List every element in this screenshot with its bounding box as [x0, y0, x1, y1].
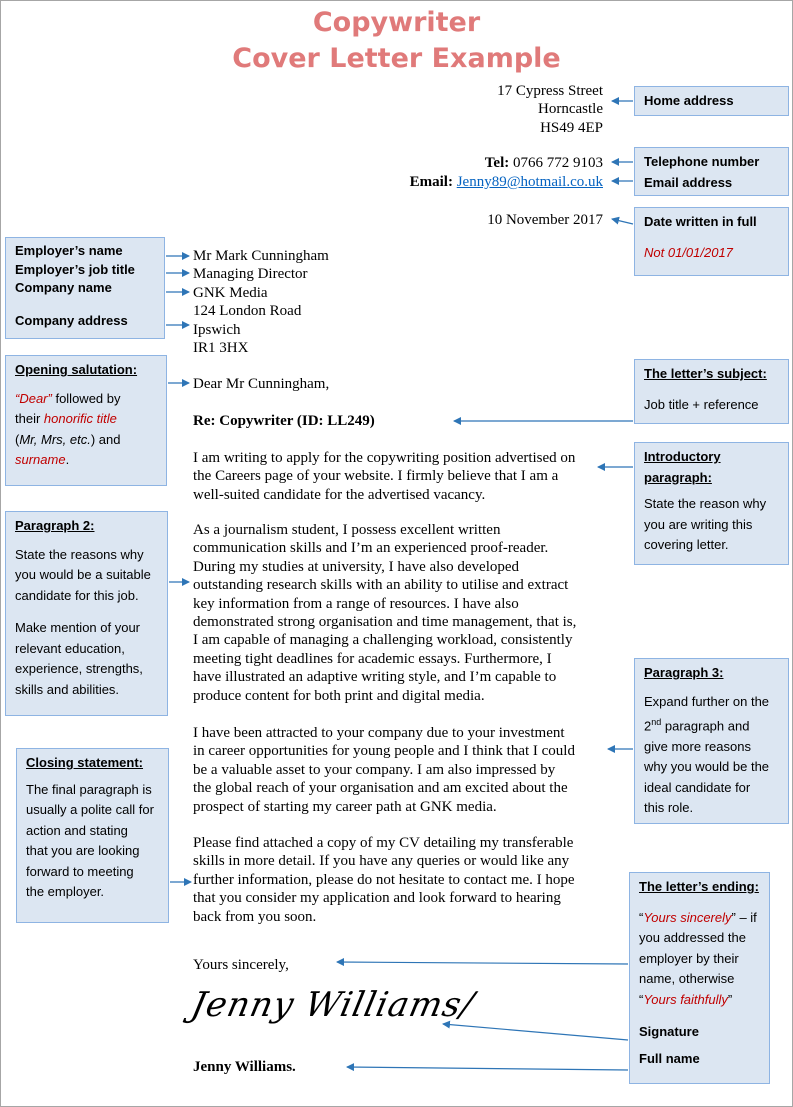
note-salutation: Opening salutation: “Dear” followed by their honorific title (Mr, Mrs, etc.) and surname.	[5, 355, 167, 486]
closing-line: Yours sincerely,	[193, 957, 289, 973]
paragraph-intro: I am writing to apply for the copywriting position advertised on the Careers page of your website. I firmly believe that I am a well-suited candidate for the advertised vacancy.	[193, 450, 576, 503]
signature: Jenny Williams/	[187, 985, 479, 1025]
page-title: Copywriter Cover Letter Example	[232, 7, 561, 74]
note-ending: The letter’s ending: “Yours sincerely” – if you addressed the employer by their name, otherwise “Yours faithfully” Signature Full name	[629, 872, 770, 1084]
arrow-signature	[443, 1024, 628, 1040]
telephone-line: Tel: 0766 772 9103	[484, 155, 603, 171]
sender-address: 17 Cypress Street Horncastle HS49 4EP	[497, 83, 603, 136]
arrow-date	[612, 219, 633, 224]
note-intro: Introductory paragraph: State the reason why you are writing this covering letter.	[634, 442, 789, 565]
note-employer: Employer’s name Employer’s job title Company name Company address	[5, 237, 165, 339]
email-line: Email: Jenny89@hotmail.co.uk	[409, 174, 603, 190]
salutation: Dear Mr Cunningham,	[193, 376, 330, 392]
arrow-yours-sincerely	[337, 962, 628, 964]
note-subject: The letter’s subject: Job title + reference	[634, 359, 789, 424]
note-contact: Telephone number Email address	[634, 147, 789, 196]
note-home-address: Home address	[634, 86, 789, 116]
paragraph-closing: Please find attached a copy of my CV detailing my transferable skills in more detail. If you have any queries or would like any further information, please do not hesitate to contact me. I hope that you consider my application and look forward to hearing back from you soon.	[193, 835, 575, 925]
paragraph-2: As a journalism student, I possess excellent written communication skills and I’m an experienced proof-reader. During my studies at university, I have also developed outstanding research skills with an ability to utilise and extract key information from a range of resources. I have also demonstrated strong organisation and time management, that is, I am capable of managing a challenging workload, consistently meeting tight deadlines for academic essays. Furthermore, I have illustrated an adaptive writing style, and I’m capable to produce content for both print and digital media.	[193, 522, 577, 704]
email-link[interactable]: Jenny89@hotmail.co.uk	[456, 174, 603, 190]
note-paragraph-3: Paragraph 3: Expand further on the 2nd paragraph and give more reasons why you would be the ideal candidate for this role.	[634, 658, 789, 824]
note-paragraph-2: Paragraph 2: State the reasons why you would be a suitable candidate for this job. Make mention of your relevant education, experience, strengths, skills and abilities.	[5, 511, 168, 716]
letter-date: 10 November 2017	[487, 212, 603, 228]
recipient-address: Mr Mark Cunningham Managing Director GNK Media 124 London Road Ipswich IR1 3HX	[193, 248, 329, 357]
subject-line: Re: Copywriter (ID: LL249)	[193, 413, 375, 429]
arrow-full-name	[347, 1067, 628, 1070]
paragraph-3: I have been attracted to your company due to your investment in career opportunities for young people and I think that I could be a valuable asset to your company. I am also impressed by the global reach of your organisation and am excited about the prospect of starting my career path at GNK media.	[193, 725, 575, 815]
full-name: Jenny Williams.	[193, 1059, 296, 1075]
note-date: Date written in full Not 01/01/2017	[634, 207, 789, 276]
note-closing: Closing statement: The final paragraph is usually a polite call for action and stating that you are looking forward to meeting the employer.	[16, 748, 169, 923]
